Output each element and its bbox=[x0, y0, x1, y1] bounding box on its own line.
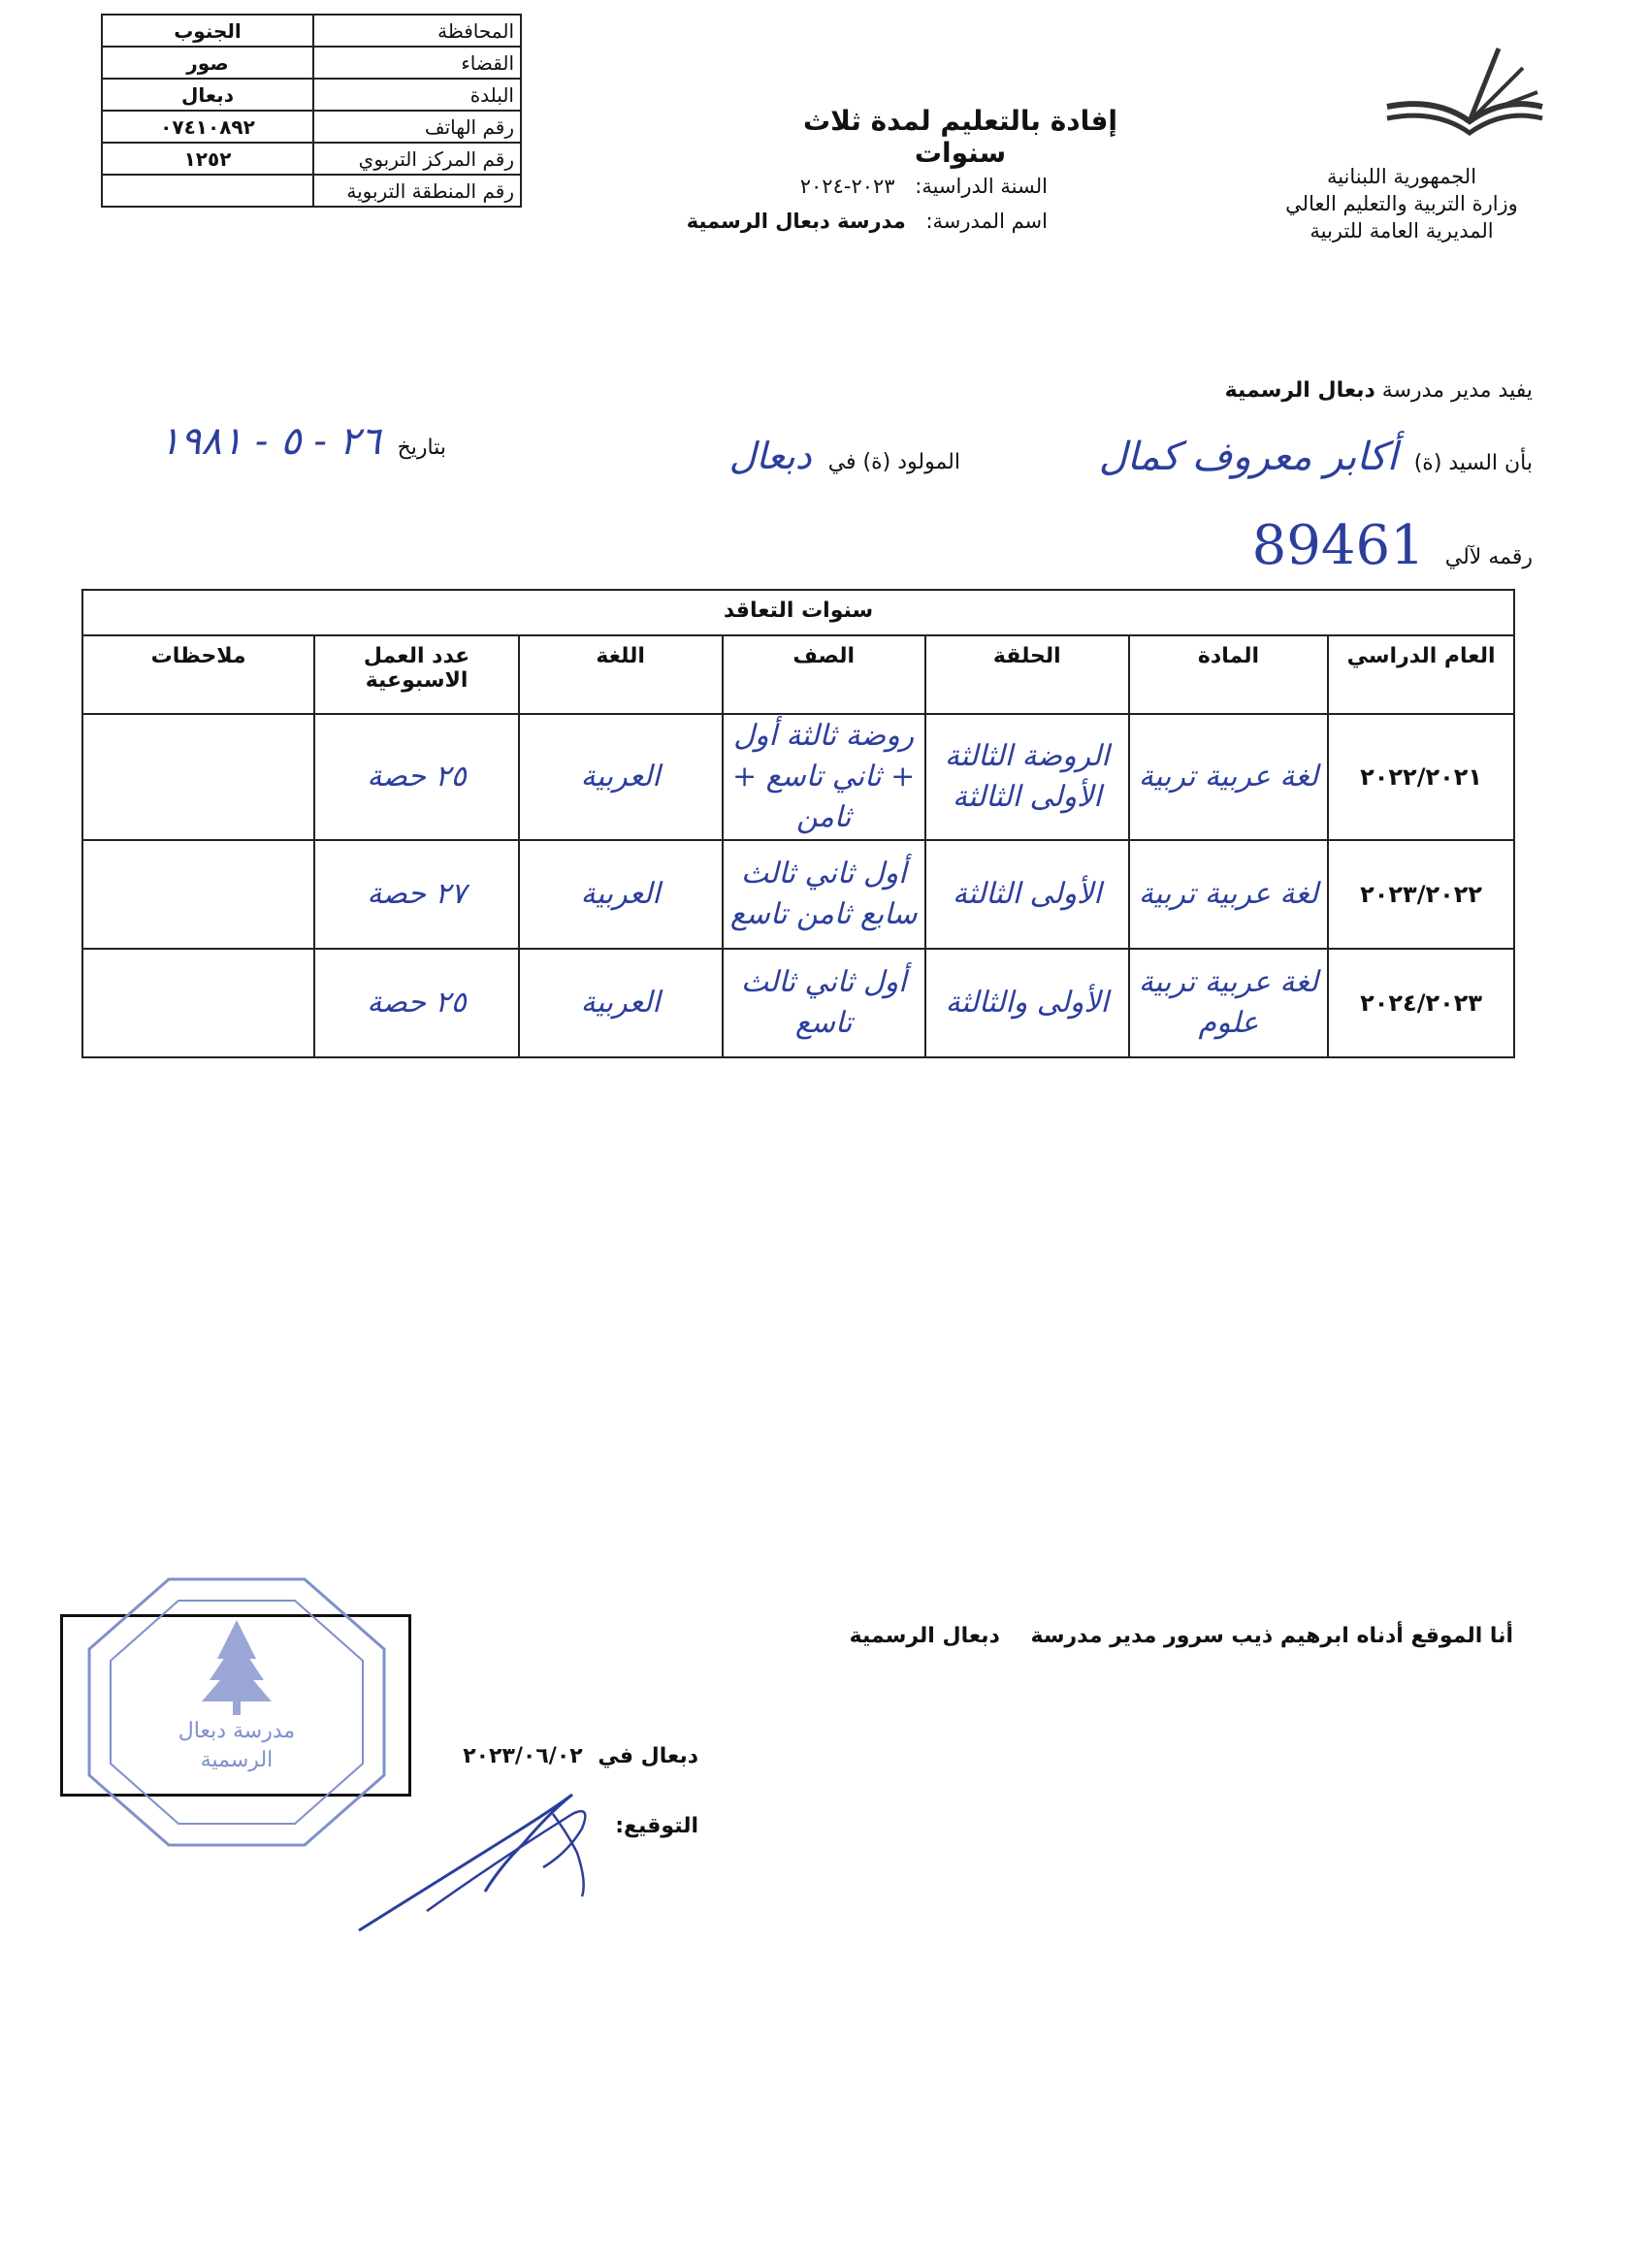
cell-class: أول ثاني ثالث تاسع bbox=[723, 949, 925, 1057]
school-name-value: مدرسة دبعال الرسمية bbox=[686, 210, 906, 233]
place-date-label: دبعال في bbox=[598, 1744, 698, 1768]
info-label: البلدة bbox=[313, 79, 521, 111]
stamp-text bbox=[149, 1717, 324, 1775]
ministry-logo bbox=[1377, 39, 1552, 146]
cell-notes bbox=[82, 840, 314, 949]
cell-subject: لغة عربية تربية علوم bbox=[1129, 949, 1328, 1057]
table-row bbox=[82, 840, 1514, 949]
info-label: رقم الهاتف bbox=[313, 111, 521, 143]
cell-year: ٢٠٢٣/٢٠٢٢ bbox=[1328, 840, 1514, 949]
info-row bbox=[102, 143, 521, 175]
school-name-line bbox=[679, 210, 1048, 233]
date-value: ٢٦ - ٥ - ١٩٨١ bbox=[159, 419, 381, 464]
column-header: عدد العمل الاسبوعية bbox=[314, 635, 519, 714]
ministry-line-2: وزارة التربية والتعليم العالي bbox=[1285, 192, 1518, 215]
cell-class: روضة ثالثة أول + ثاني تاسع + ثامن bbox=[723, 714, 925, 840]
cell-hours: ٢٧ حصة bbox=[314, 840, 519, 949]
contract-years-table bbox=[81, 589, 1515, 1058]
signatory-school: دبعال الرسمية bbox=[849, 1624, 1000, 1648]
number-value: 89461 bbox=[1251, 514, 1425, 577]
intro-line bbox=[1048, 378, 1533, 403]
cell-hours: ٢٥ حصة bbox=[314, 949, 519, 1057]
born-value: دبعال bbox=[728, 435, 812, 477]
cell-language: العربية bbox=[519, 840, 723, 949]
info-label: رقم المنطقة التربوية bbox=[313, 175, 521, 207]
table-row bbox=[82, 714, 1514, 840]
info-value: ٠٧٤١٠٨٩٢ bbox=[102, 111, 313, 143]
intro-prefix: يفيد مدير مدرسة bbox=[1381, 378, 1533, 403]
info-label: القضاء bbox=[313, 47, 521, 79]
cell-year: ٢٠٢٤/٢٠٢٣ bbox=[1328, 949, 1514, 1057]
column-header: العام الدراسي bbox=[1328, 635, 1514, 714]
table-caption: سنوات التعاقد bbox=[82, 590, 1514, 635]
date-label: بتاريخ bbox=[397, 436, 446, 460]
column-header: الصف bbox=[723, 635, 925, 714]
place-date-value: ٢٠٢٣/٠٦/٠٢ bbox=[463, 1744, 583, 1768]
column-header: الحلقة bbox=[925, 635, 1129, 714]
info-row bbox=[102, 15, 521, 47]
signatory-line bbox=[834, 1624, 1513, 1648]
cell-subject: لغة عربية تربية bbox=[1129, 840, 1328, 949]
info-row bbox=[102, 79, 521, 111]
column-header: ملاحظات bbox=[82, 635, 314, 714]
school-stamp bbox=[81, 1571, 392, 1853]
born-label: المولود (ة) في bbox=[827, 450, 960, 474]
number-line bbox=[1164, 514, 1533, 577]
info-value: ١٢٥٢ bbox=[102, 143, 313, 175]
info-label: رقم المركز التربوي bbox=[313, 143, 521, 175]
table-row bbox=[82, 949, 1514, 1057]
signature-label: التوقيع: bbox=[615, 1814, 698, 1838]
cell-cycle: الأولى والثالثة bbox=[925, 949, 1129, 1057]
info-value: الجنوب bbox=[102, 15, 313, 47]
info-table bbox=[101, 14, 522, 208]
cell-language: العربية bbox=[519, 714, 723, 840]
info-value: دبعال bbox=[102, 79, 313, 111]
ministry-line-3: المديرية العامة للتربية bbox=[1310, 219, 1494, 243]
born-line bbox=[640, 435, 960, 477]
cell-class: أول ثاني ثالث سابع ثامن تاسع bbox=[723, 840, 925, 949]
stamp-line-1: مدرسة دبعال bbox=[178, 1719, 296, 1743]
name-label: بأن السيد (ة) bbox=[1413, 451, 1533, 475]
document-title: إفادة بالتعليم لمدة ثلاث سنوات bbox=[802, 105, 1118, 169]
ministry-line-1: الجمهورية اللبنانية bbox=[1326, 165, 1477, 188]
intro-school: دبعال الرسمية bbox=[1224, 378, 1375, 403]
column-header: المادة bbox=[1129, 635, 1328, 714]
info-label: المحافظة bbox=[313, 15, 521, 47]
cell-year: ٢٠٢٢/٢٠٢١ bbox=[1328, 714, 1514, 840]
cell-notes bbox=[82, 714, 314, 840]
person-name-line bbox=[1009, 435, 1533, 479]
column-header: اللغة bbox=[519, 635, 723, 714]
cell-hours: ٢٥ حصة bbox=[314, 714, 519, 840]
info-value bbox=[102, 175, 313, 207]
stamp-line-2: الرسمية bbox=[200, 1748, 274, 1772]
school-year-value: ٢٠٢٣-٢٠٢٤ bbox=[799, 175, 895, 198]
cell-cycle: الأولى الثالثة bbox=[925, 840, 1129, 949]
school-year-label: السنة الدراسية: bbox=[915, 175, 1048, 198]
place-date-line bbox=[427, 1744, 698, 1768]
cell-cycle: الروضة الثالثة الأولى الثالثة bbox=[925, 714, 1129, 840]
name-value: أكابر معروف كمال bbox=[1098, 435, 1398, 479]
ministry-header bbox=[1261, 163, 1542, 244]
info-row bbox=[102, 47, 521, 79]
school-year-line bbox=[679, 175, 1048, 198]
signatory-prefix: أنا الموقع أدناه ابرهيم ذيب سرور مدير مدرسة bbox=[1030, 1624, 1513, 1648]
birth-date-line bbox=[48, 419, 446, 464]
info-row bbox=[102, 175, 521, 207]
school-name-label: اسم المدرسة: bbox=[925, 210, 1048, 233]
cell-subject: لغة عربية تربية bbox=[1129, 714, 1328, 840]
info-row bbox=[102, 111, 521, 143]
cell-language: العربية bbox=[519, 949, 723, 1057]
number-label: رقمه لآلي bbox=[1444, 545, 1533, 569]
cell-notes bbox=[82, 949, 314, 1057]
info-value: صور bbox=[102, 47, 313, 79]
